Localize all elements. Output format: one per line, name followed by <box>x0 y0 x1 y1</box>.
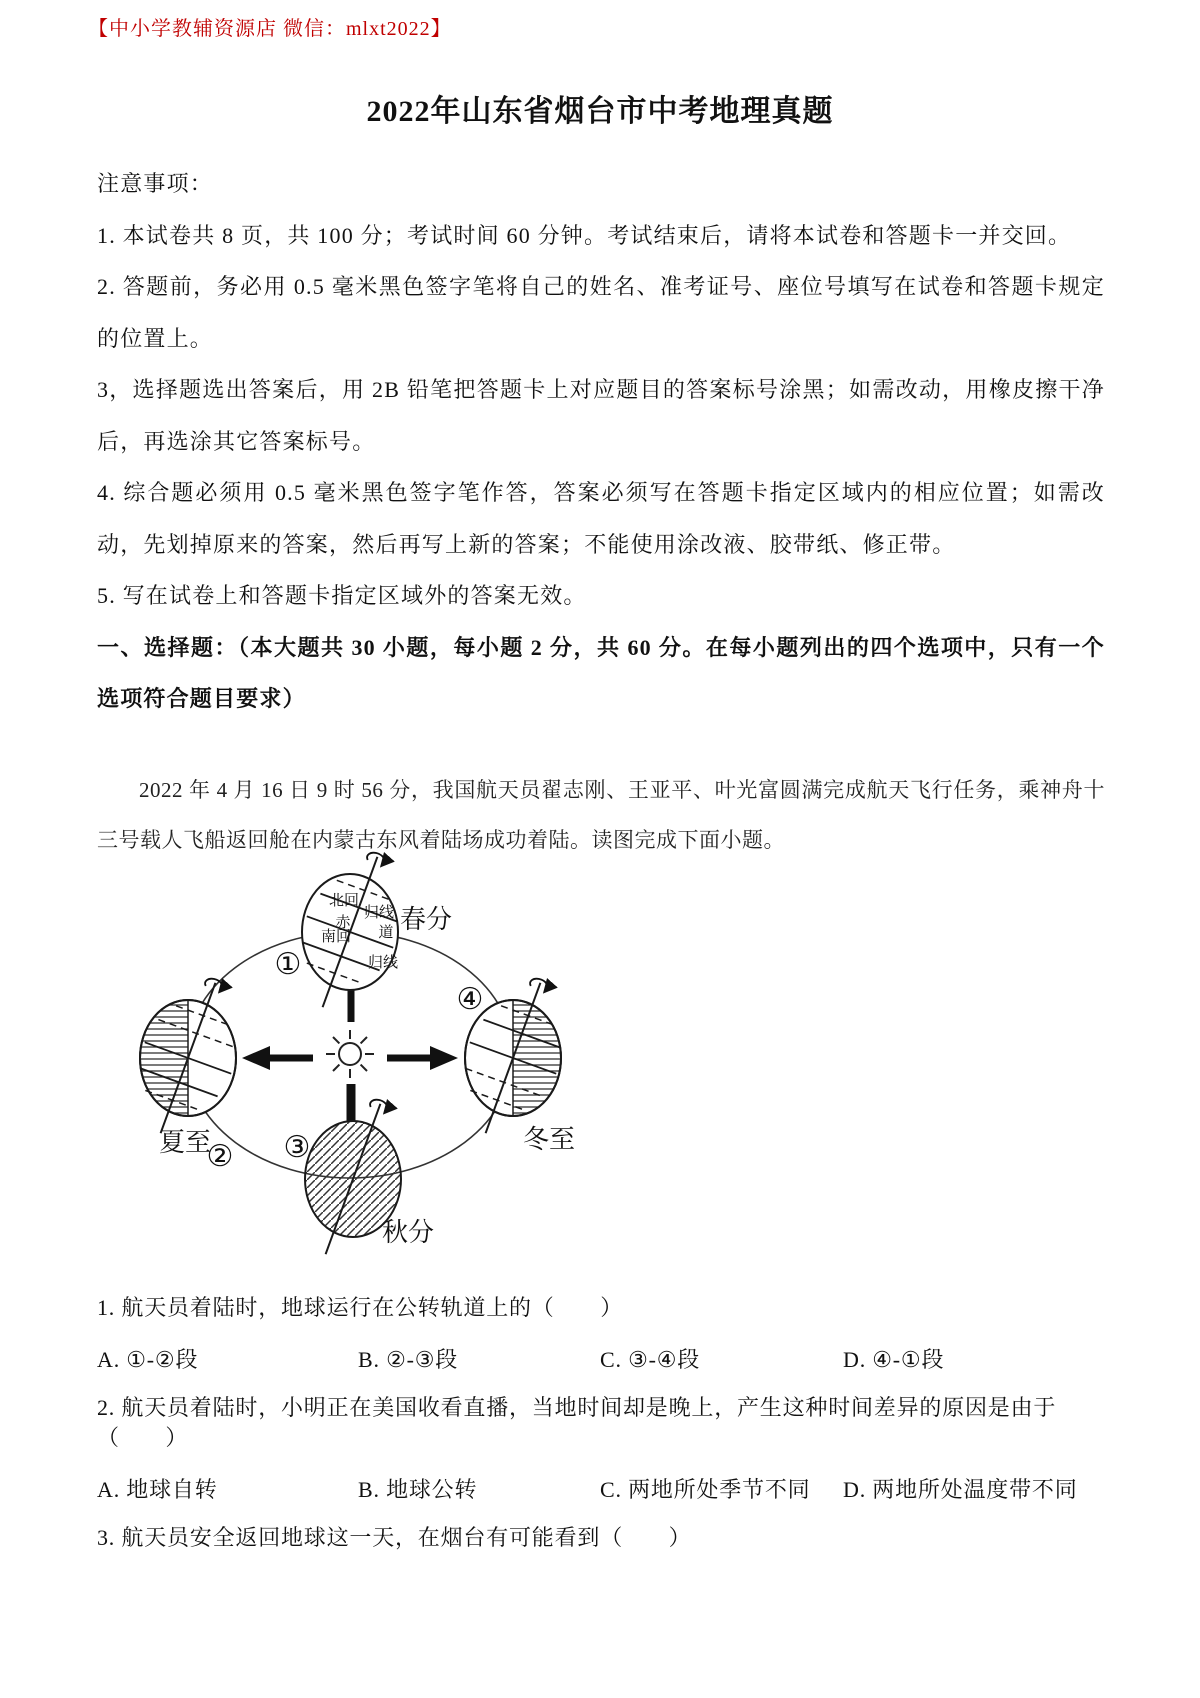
option-b: B. ②-③段 <box>358 1347 459 1372</box>
option-a: A. 地球自转 <box>97 1477 218 1502</box>
equator-label: 赤 <box>335 915 351 931</box>
section-heading: 一、选择题：（本大题共 30 小题，每小题 2 分，共 60 分。在每小题列出的四个选项中，只有一个选项符合题目要求） <box>97 634 1105 711</box>
tropic-of-cancer-label: 归线 <box>363 905 395 921</box>
question-3: 3. 航天员安全返回地球这一天，在烟台有可能看到（ ） <box>97 1525 692 1550</box>
sun-ray-arrow-right <box>387 1046 458 1070</box>
notice-item: 2. 答题前，务必用 0.5 毫米黑色签字笔将自己的姓名、准考证号、座位号填写在试卷和答题卡规定的位置上。 <box>97 274 1105 351</box>
orbit-segment-3: ③ <box>283 1131 311 1164</box>
spring-equinox-label: 春分 <box>399 905 453 934</box>
notice-item: 5. 写在试卷上和答题卡指定区域外的答案无效。 <box>97 583 587 608</box>
tropic-of-capricorn-label: 南回 <box>320 929 352 945</box>
tropic-of-capricorn-label: 归线 <box>367 955 399 971</box>
notice-item: 3，选择题选出答案后，用 2B 铅笔把答题卡上对应题目的答案标号涂黑；如需改动，用橡皮擦干净后，再选涂其它答案标号。 <box>97 377 1105 454</box>
orbit-segment-4: ④ <box>456 983 484 1016</box>
sun-ray-line-down <box>347 1084 356 1122</box>
equator-label: 道 <box>378 925 394 941</box>
questions-section <box>97 1293 1107 1575</box>
option-b: B. 地球公转 <box>358 1477 478 1502</box>
question-1-options <box>97 1345 1107 1375</box>
sun-icon <box>326 1030 374 1078</box>
question-2: 2. 航天员着陆时，小明正在美国收看直播，当地时间却是晚上，产生这种时间差异的原因是由于（ ） <box>97 1395 1057 1450</box>
question-1: 1. 航天员着陆时，地球运行在公转轨道上的（ ） <box>97 1295 624 1320</box>
store-watermark: 【中小学教辅资源店 微信：mlxt2022】 <box>88 18 452 40</box>
sun-ray-arrow-left <box>242 1046 313 1070</box>
notice-item: 4. 综合题必须用 0.5 毫米黑色签字笔作答，答案必须写在答题卡指定区域内的相应位置；如需改动，先划掉原来的答案，然后再写上新的答案；不能使用涂改液、胶带纸、修正带。 <box>97 480 1105 557</box>
notice-heading: 注意事项： <box>97 171 214 196</box>
option-c: C. ③-④段 <box>600 1347 701 1372</box>
option-a: A. ①-②段 <box>97 1347 199 1372</box>
notice-item: 1. 本试卷共 8 页，共 100 分；考试时间 60 分钟。考试结束后，请将本试卷和答题卡一并交回。 <box>97 222 1072 248</box>
option-d: D. 两地所处温度带不同 <box>843 1477 1078 1502</box>
orbit-segment-1: ① <box>274 948 302 981</box>
orbit-segment-2: ② <box>206 1140 234 1173</box>
autumn-equinox-label: 秋分 <box>381 1218 435 1247</box>
option-c: C. 两地所处季节不同 <box>600 1477 811 1502</box>
globe-summer-solstice <box>140 976 236 1133</box>
question-2-options <box>97 1475 1107 1505</box>
option-d: D. ④-①段 <box>843 1347 945 1372</box>
intro-paragraph: 2022 年 4 月 16 日 9 时 56 分，我国航天员翟志刚、王亚平、叶光富圆满完成航天飞行任务，乘神舟十三号载人飞船返回舱在内蒙古东风着陆场成功着陆。读图完成下面小题。 <box>97 778 1105 852</box>
tropic-of-cancer-label: 北回 <box>328 893 360 909</box>
winter-solstice-label: 冬至 <box>522 1125 576 1154</box>
notice-section <box>97 158 1105 725</box>
page-title: 2022年山东省烟台市中考地理真题 <box>366 95 834 128</box>
earth-revolution-diagram <box>115 852 655 1264</box>
summer-solstice-label: 夏至 <box>158 1128 212 1157</box>
